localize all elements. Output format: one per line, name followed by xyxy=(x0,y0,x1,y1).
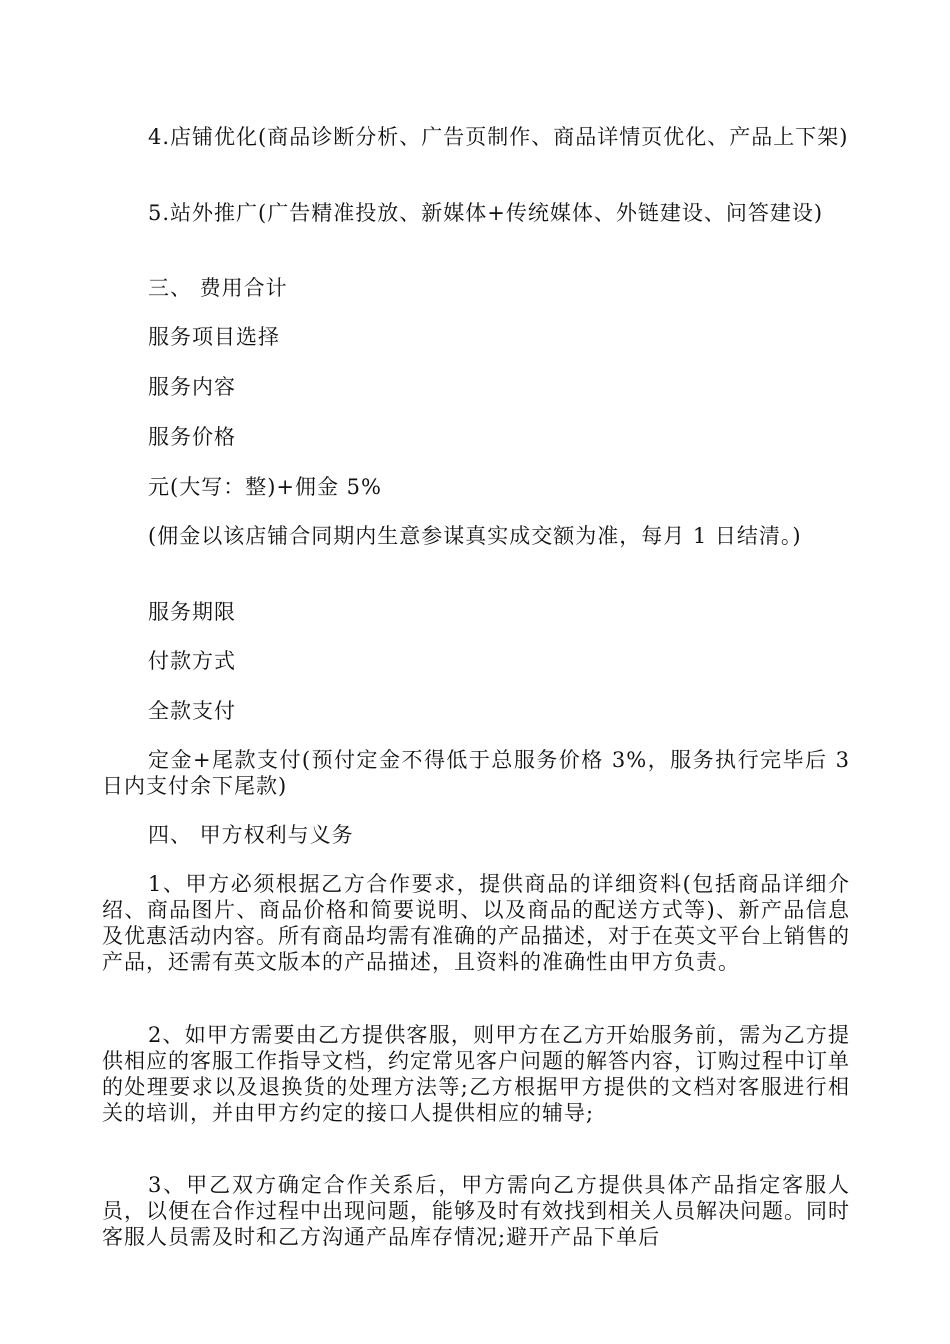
label-service-item-selection: 服务项目选择 xyxy=(148,325,280,349)
paragraph-store-optimization: 4.店铺优化(商品诊断分析、广告页制作、商品详情页优化、产品上下架) xyxy=(148,125,849,149)
label-payment-method: 付款方式 xyxy=(148,649,236,673)
label-service-content: 服务内容 xyxy=(148,375,236,399)
paragraph-offsite-promotion: 5.站外推广(广告精准投放、新媒体+传统媒体、外链建设、问答建设) xyxy=(148,201,824,225)
heading-fee-total: 三、 费用合计 xyxy=(148,276,288,300)
label-service-period: 服务期限 xyxy=(148,600,236,624)
option-full-payment: 全款支付 xyxy=(148,699,236,723)
clause-2: 2、如甲方需要由乙方提供客服，则甲方在乙方开始服务前，需为乙方提供相应的客服工作指导文档，约定常见客户问题的解答内容，订购过程中订单的处理要求以及退换货的处理方法等;乙方根据甲方提供的文档对客服进行相关的培训，并由甲方约定的接口人提供相应的辅导; xyxy=(102,1023,850,1125)
label-service-price: 服务价格 xyxy=(148,425,236,449)
heading-party-a-rights: 四、 甲方权利与义务 xyxy=(148,823,354,847)
option-deposit-payment: 定金+尾款支付(预付定金不得低于总服务价格 3%，服务执行完毕后 3 日内支付余下尾款) xyxy=(102,748,850,798)
clause-3: 3、甲乙双方确定合作关系后，甲方需向乙方提供具体产品指定客服人员，以便在合作过程中出现问题，能够及时有效找到相关人员解决问题。同时客服人员需及时和乙方沟通产品库存情况;避开产品下单后 xyxy=(102,1173,850,1249)
clause-1: 1、甲方必须根据乙方合作要求，提供商品的详细资料(包括商品详细介绍、商品图片、商品价格和简要说明、以及商品的配送方式等)、新产品信息及优惠活动内容。所有商品均需有准确的产品描述，对于在英文平台上销售的产品，还需有英文版本的产品描述，且资料的准确性由甲方负责。 xyxy=(102,872,850,974)
price-line: 元(大写：整)+佣金 5% xyxy=(148,475,382,499)
commission-note: (佣金以该店铺合同期内生意参谋真实成交额为准，每月 1 日结清。) xyxy=(148,524,802,548)
